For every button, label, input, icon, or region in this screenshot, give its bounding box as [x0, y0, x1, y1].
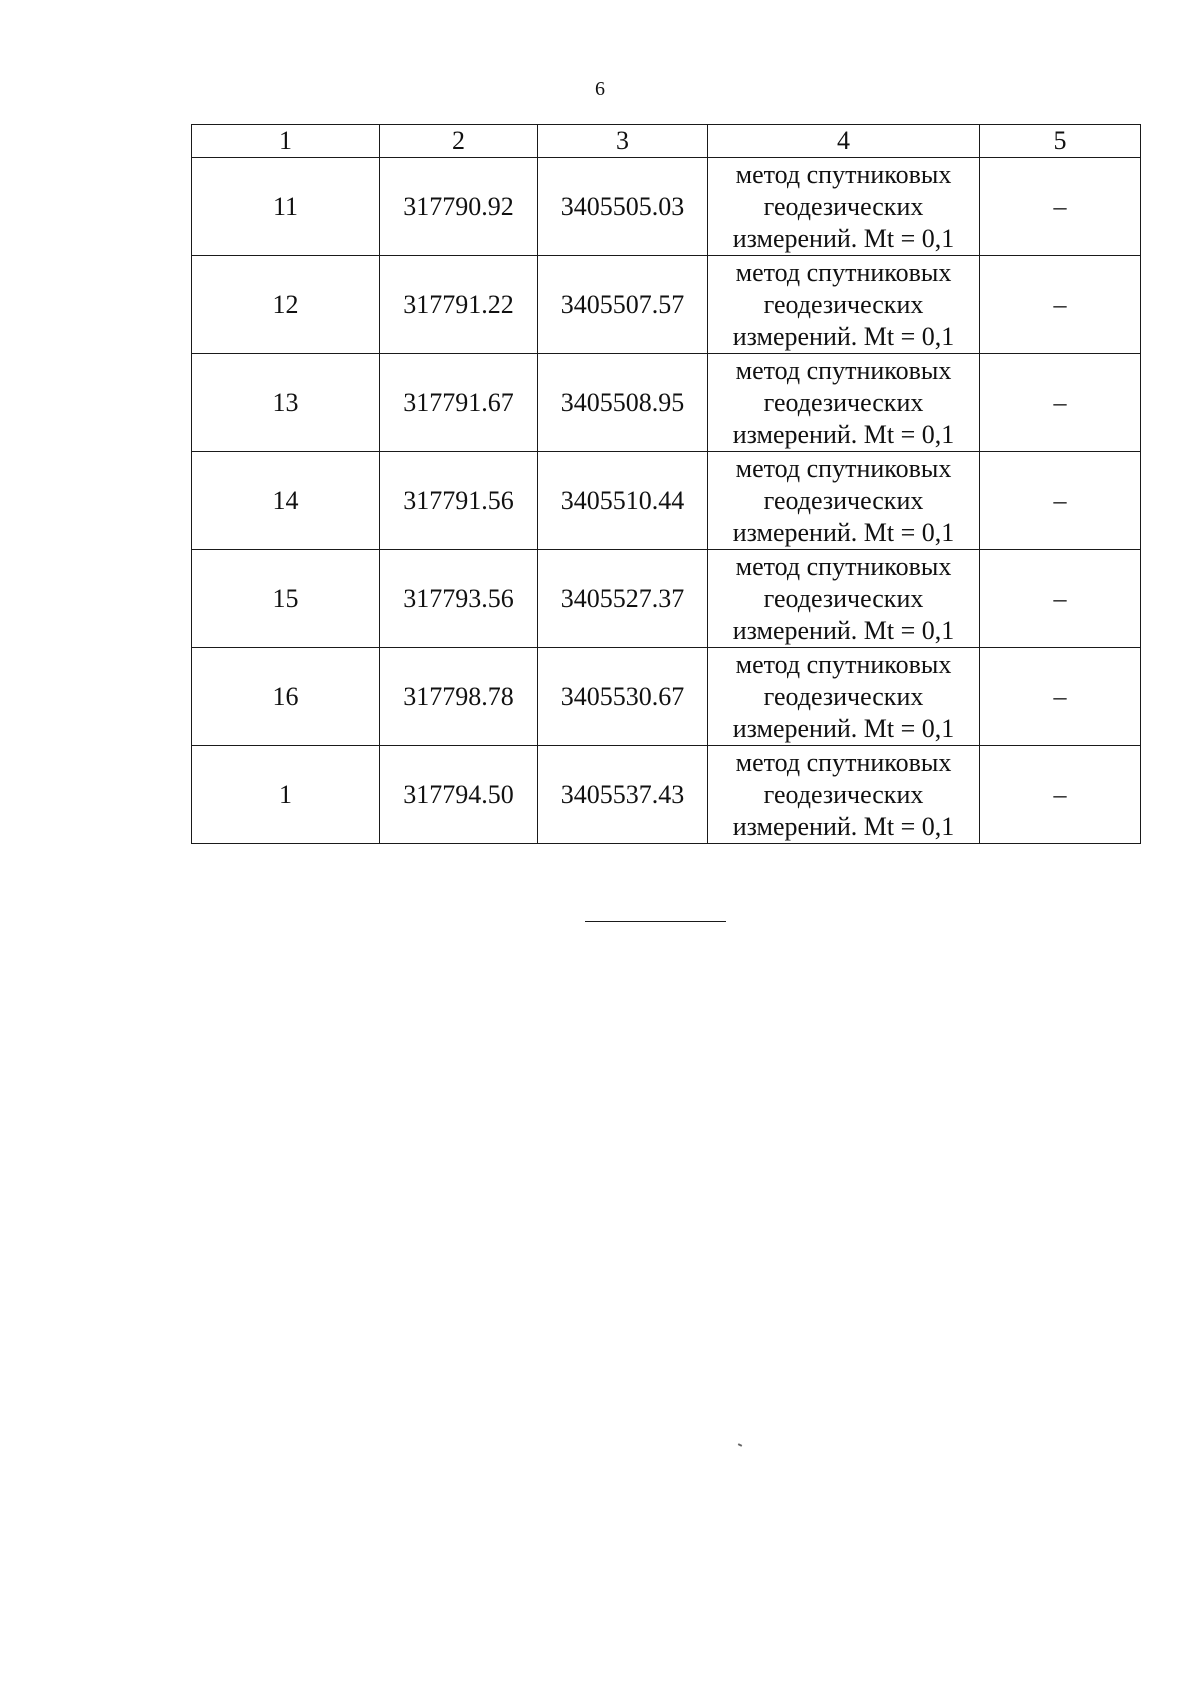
- method-line: геодезических: [763, 583, 924, 613]
- method-line: метод спутниковых: [735, 257, 952, 287]
- y-coordinate-cell: 3405537.43: [538, 746, 708, 844]
- x-coordinate-cell: 317790.92: [380, 158, 538, 256]
- method-line: метод спутниковых: [735, 453, 952, 483]
- method-line: метод спутниковых: [735, 551, 952, 581]
- method-cell: [708, 550, 980, 648]
- y-coordinate-cell: 3405510.44: [538, 452, 708, 550]
- note-cell: –: [980, 550, 1141, 648]
- point-number-cell: 1: [192, 746, 380, 844]
- point-number-cell: 11: [192, 158, 380, 256]
- page-number: 6: [595, 78, 605, 100]
- coordinates-table: [191, 124, 1141, 844]
- table-row: [192, 648, 1141, 746]
- method-line: геодезических: [763, 779, 924, 809]
- y-coordinate-cell: 3405508.95: [538, 354, 708, 452]
- y-coordinate-cell: 3405530.67: [538, 648, 708, 746]
- point-number-cell: 14: [192, 452, 380, 550]
- x-coordinate-cell: 317791.22: [380, 256, 538, 354]
- method-line: метод спутниковых: [735, 649, 952, 679]
- method-line: измерений. Mt = 0,1: [732, 321, 955, 351]
- x-coordinate-cell: 317791.67: [380, 354, 538, 452]
- note-cell: –: [980, 746, 1141, 844]
- method-line: измерений. Mt = 0,1: [732, 713, 955, 743]
- method-line: геодезических: [763, 681, 924, 711]
- method-line: метод спутниковых: [735, 747, 952, 777]
- method-line: геодезических: [763, 289, 924, 319]
- table-row: [192, 256, 1141, 354]
- note-cell: –: [980, 354, 1141, 452]
- column-header-5: 5: [980, 125, 1141, 158]
- y-coordinate-cell: 3405507.57: [538, 256, 708, 354]
- method-line: геодезических: [763, 387, 924, 417]
- column-header-2: 2: [380, 125, 538, 158]
- method-line: измерений. Mt = 0,1: [732, 811, 955, 841]
- method-line: геодезических: [763, 191, 924, 221]
- table-row: [192, 550, 1141, 648]
- table-header-row: [192, 125, 1141, 158]
- method-line: измерений. Mt = 0,1: [732, 419, 955, 449]
- x-coordinate-cell: 317794.50: [380, 746, 538, 844]
- method-line: метод спутниковых: [735, 159, 952, 189]
- method-cell: [708, 158, 980, 256]
- column-header-1: 1: [192, 125, 380, 158]
- table-row: [192, 354, 1141, 452]
- table-row: [192, 158, 1141, 256]
- note-cell: –: [980, 158, 1141, 256]
- note-cell: –: [980, 452, 1141, 550]
- method-cell: [708, 354, 980, 452]
- column-header-4: 4: [708, 125, 980, 158]
- method-line: измерений. Mt = 0,1: [732, 615, 955, 645]
- method-line: измерений. Mt = 0,1: [732, 223, 955, 253]
- x-coordinate-cell: 317798.78: [380, 648, 538, 746]
- y-coordinate-cell: 3405527.37: [538, 550, 708, 648]
- column-header-3: 3: [538, 125, 708, 158]
- table-body: [192, 158, 1141, 844]
- method-cell: [708, 746, 980, 844]
- scan-speck: [738, 1443, 742, 1447]
- table-row: [192, 452, 1141, 550]
- method-cell: [708, 256, 980, 354]
- method-line: геодезических: [763, 485, 924, 515]
- note-cell: –: [980, 648, 1141, 746]
- method-line: метод спутниковых: [735, 355, 952, 385]
- method-line: измерений. Mt = 0,1: [732, 517, 955, 547]
- point-number-cell: 15: [192, 550, 380, 648]
- table-row: [192, 746, 1141, 844]
- method-cell: [708, 452, 980, 550]
- point-number-cell: 16: [192, 648, 380, 746]
- method-cell: [708, 648, 980, 746]
- point-number-cell: 12: [192, 256, 380, 354]
- x-coordinate-cell: 317791.56: [380, 452, 538, 550]
- end-of-document-rule: [585, 921, 726, 922]
- x-coordinate-cell: 317793.56: [380, 550, 538, 648]
- y-coordinate-cell: 3405505.03: [538, 158, 708, 256]
- point-number-cell: 13: [192, 354, 380, 452]
- note-cell: –: [980, 256, 1141, 354]
